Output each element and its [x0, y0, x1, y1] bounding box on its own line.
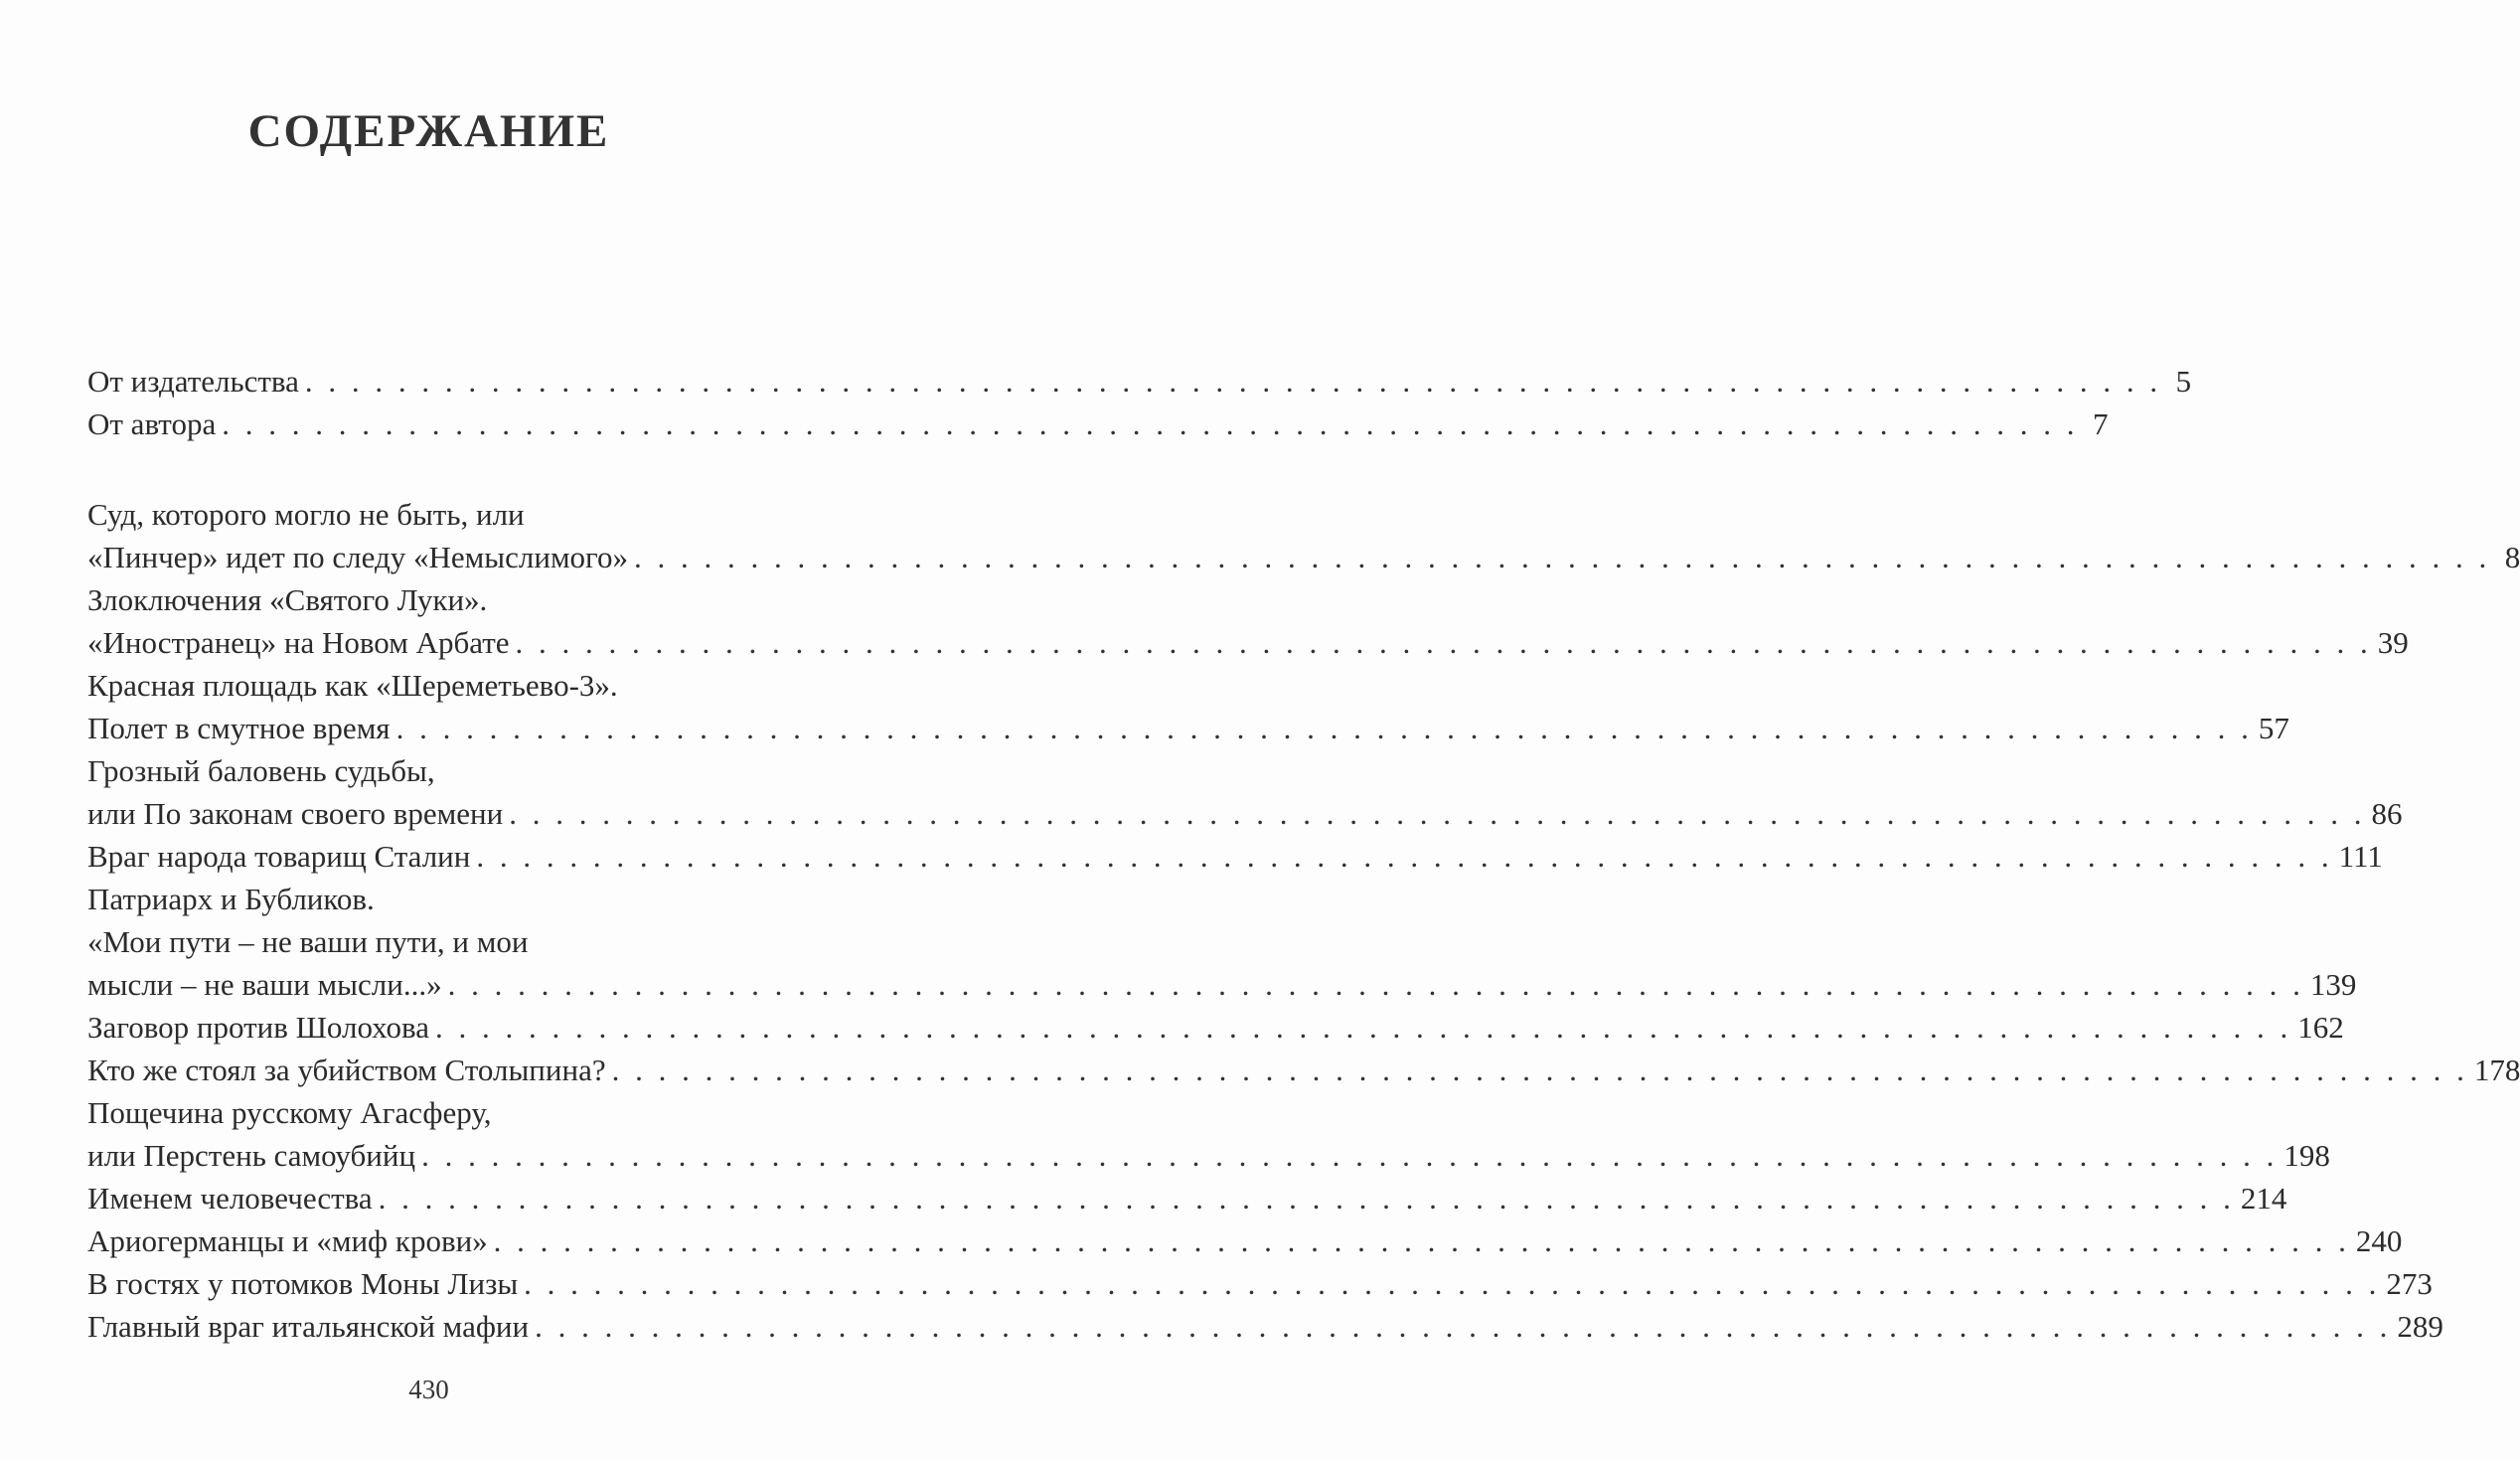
- toc-entry-title: От автора: [87, 406, 217, 441]
- dot-leader: . . . . . . . . . . . . . . . . . . . . . . . . . . . . . . . . . . . . . . . . . . . . . . . . . . . . . . . . . . . . . . . . . . . . . . . . . . . . . . . .: [304, 364, 2162, 399]
- dot-leader: . . . . . . . . . . . . . . . . . . . . . . . . . . . . . . . . . . . . . . . . . . . . . . . . . . . . . . . . . . . . . . . . . . . . . . . . . . . . . . . .: [515, 625, 2372, 660]
- toc-entry-line-last: [87, 707, 2289, 749]
- toc-entry-title: Кто же стоял за убийством Столыпина?: [87, 1053, 606, 1087]
- toc-entry: [87, 1262, 2433, 1305]
- dot-leader: . . . . . . . . . . . . . . . . . . . . . . . . . . . . . . . . . . . . . . . . . . . . . . . . . . . . . . . . . . . . . . . . . . . . . . . . . . . . . . . .: [493, 1223, 2350, 1258]
- toc-entry-line-last: [87, 835, 2383, 878]
- toc-entry-page: 5: [2175, 364, 2192, 399]
- toc-entry-page: 162: [2297, 1010, 2344, 1045]
- toc-entry-title: В гостях у потомков Моны Лизы: [87, 1266, 519, 1301]
- toc-entry-line-last: [87, 536, 2520, 578]
- toc-entry-line-last: [87, 1305, 2443, 1348]
- toc-entry: [87, 878, 2357, 1006]
- toc-entry-line: [87, 749, 808, 792]
- toc-chapters: [87, 493, 2520, 1348]
- toc-entry-page: 7: [2092, 406, 2109, 441]
- toc-entry: [87, 493, 2520, 578]
- page-number: 430: [408, 1375, 449, 1404]
- toc-entry-title: «Мои пути – не ваши пути, и мои: [87, 924, 529, 959]
- toc-entry-line-last: [87, 792, 2403, 835]
- toc-entry-title: Пощечина русскому Агасферу,: [87, 1095, 492, 1130]
- toc-entry-line: [87, 578, 808, 621]
- toc-entry-title: Главный враг итальянской мафии: [87, 1309, 530, 1344]
- toc-entry: [87, 1006, 2344, 1049]
- toc-entry-page: 240: [2355, 1223, 2403, 1258]
- dot-leader: . . . . . . . . . . . . . . . . . . . . . . . . . . . . . . . . . . . . . . . . . . . . . . . . . . . . . . . . . . . . . . . . . . . . . . . . . . . . . . . .: [524, 1266, 2381, 1301]
- dot-leader: . . . . . . . . . . . . . . . . . . . . . . . . . . . . . . . . . . . . . . . . . . . . . . . . . . . . . . . . . . . . . . . . . . . . . . . . . . . . . . . .: [611, 1053, 2468, 1087]
- toc-entry: [87, 403, 2109, 445]
- toc-entry-title: Красная площадь как «Шереметьево-3».: [87, 668, 618, 703]
- toc-entry-title: или Перстень самоубийц: [87, 1138, 416, 1173]
- toc-entry: [87, 749, 2403, 835]
- dot-leader: . . . . . . . . . . . . . . . . . . . . . . . . . . . . . . . . . . . . . . . . . . . . . . . . . . . . . . . . . . . . . . . . . . . . . . . . . . . . . . . .: [434, 1010, 2292, 1045]
- toc-entry-line: [87, 664, 808, 707]
- dot-leader: . . . . . . . . . . . . . . . . . . . . . . . . . . . . . . . . . . . . . . . . . . . . . . . . . . . . . . . . . . . . . . . . . . . . . . . . . . . . . . . .: [476, 839, 2333, 874]
- toc-entry: [87, 835, 2383, 878]
- dot-leader: . . . . . . . . . . . . . . . . . . . . . . . . . . . . . . . . . . . . . . . . . . . . . . . . . . . . . . . . . . . . . . . . . . . . . . . . . . . . . . . .: [421, 1138, 2279, 1173]
- toc-entry-page: 198: [2284, 1138, 2330, 1173]
- dot-leader: . . . . . . . . . . . . . . . . . . . . . . . . . . . . . . . . . . . . . . . . . . . . . . . . . . . . . . . . . . . . . . . . . . . . . . . . . . . . . . . .: [447, 967, 2304, 1002]
- toc-entry-title: мысли – не ваши мысли...»: [87, 967, 442, 1002]
- toc-entry-page: 8: [2504, 540, 2520, 574]
- toc-entry-page: 178: [2473, 1053, 2520, 1087]
- toc-entry-page: 214: [2240, 1181, 2287, 1216]
- toc-entry-title: Враг народа товарищ Сталин: [87, 839, 471, 874]
- toc-entry-line-last: [87, 1177, 2287, 1219]
- toc-entry-line-last: [87, 403, 2109, 445]
- toc-entry-line-last: [87, 963, 2357, 1006]
- toc-entry: [87, 360, 2192, 403]
- toc-entry-title: Злоключения «Святого Луки».: [87, 582, 488, 617]
- toc-entry-title: Ариогерманцы и «миф крови»: [87, 1223, 488, 1258]
- toc-entry: [87, 1305, 2443, 1348]
- toc-entry: [87, 1091, 2330, 1177]
- toc-entry-title: или По законам своего времени: [87, 796, 504, 831]
- page-title: СОДЕРЖАНИЕ: [247, 105, 610, 157]
- toc-entry-line-last: [87, 360, 2192, 403]
- toc-entry-page: 57: [2258, 711, 2289, 745]
- toc-entry-line: [87, 878, 808, 920]
- toc-entry-title: От издательства: [87, 364, 299, 399]
- toc-entry-title: Именем человечества: [87, 1181, 373, 1216]
- dot-leader: . . . . . . . . . . . . . . . . . . . . . . . . . . . . . . . . . . . . . . . . . . . . . . . . . . . . . . . . . . . . . . . . . . . . . . . . . . . . . . . .: [634, 540, 2491, 574]
- toc-entry-title: Патриарх и Бубликов.: [87, 882, 375, 916]
- toc-entry-page: 86: [2371, 796, 2403, 831]
- toc-entry: [87, 1049, 2520, 1091]
- toc-entry-page: 111: [2338, 839, 2383, 874]
- toc-entry-page: 139: [2309, 967, 2357, 1002]
- dot-leader: . . . . . . . . . . . . . . . . . . . . . . . . . . . . . . . . . . . . . . . . . . . . . . . . . . . . . . . . . . . . . . . . . . . . . . . . . . . . . . . .: [535, 1309, 2392, 1344]
- toc-entry: [87, 1219, 2403, 1262]
- toc-entry-page: 273: [2386, 1266, 2433, 1301]
- toc-entry-title: «Иностранец» на Новом Арбате: [87, 625, 510, 660]
- toc-entry-line-last: [87, 1219, 2403, 1262]
- toc-entry-line: [87, 493, 808, 536]
- toc-entry-line: [87, 1091, 808, 1134]
- toc-entry-title: Полет в смутное время: [87, 711, 391, 745]
- toc-entry-page: 289: [2397, 1309, 2443, 1344]
- toc-entry-title: «Пинчер» идет по следу «Немыслимого»: [87, 540, 628, 574]
- toc-entry-line-last: [87, 1134, 2330, 1177]
- dot-leader: . . . . . . . . . . . . . . . . . . . . . . . . . . . . . . . . . . . . . . . . . . . . . . . . . . . . . . . . . . . . . . . . . . . . . . . . . . . . . . . .: [509, 796, 2366, 831]
- dot-leader: . . . . . . . . . . . . . . . . . . . . . . . . . . . . . . . . . . . . . . . . . . . . . . . . . . . . . . . . . . . . . . . . . . . . . . . . . . . . . . . .: [395, 711, 2253, 745]
- toc-entry-line-last: [87, 1049, 2520, 1091]
- toc-entry: [87, 578, 2409, 664]
- toc-entry: [87, 664, 2289, 749]
- toc-entry-line-last: [87, 1006, 2344, 1049]
- toc-entry-line-last: [87, 1262, 2433, 1305]
- dot-leader: . . . . . . . . . . . . . . . . . . . . . . . . . . . . . . . . . . . . . . . . . . . . . . . . . . . . . . . . . . . . . . . . . . . . . . . . . . . . . . . .: [222, 406, 2079, 441]
- toc-entry-line: [87, 920, 808, 963]
- toc-entry-page: 39: [2377, 625, 2409, 660]
- toc-entry-title: Заговор против Шолохова: [87, 1010, 429, 1045]
- toc-entry-line-last: [87, 621, 2409, 664]
- dot-leader: . . . . . . . . . . . . . . . . . . . . . . . . . . . . . . . . . . . . . . . . . . . . . . . . . . . . . . . . . . . . . . . . . . . . . . . . . . . . . . . .: [378, 1181, 2235, 1216]
- toc-entry-title: Грозный баловень судьбы,: [87, 753, 435, 788]
- toc-entry-title: Суд, которого могло не быть, или: [87, 497, 525, 532]
- toc-entry: [87, 1177, 2287, 1219]
- toc-front-matter: [87, 360, 2192, 445]
